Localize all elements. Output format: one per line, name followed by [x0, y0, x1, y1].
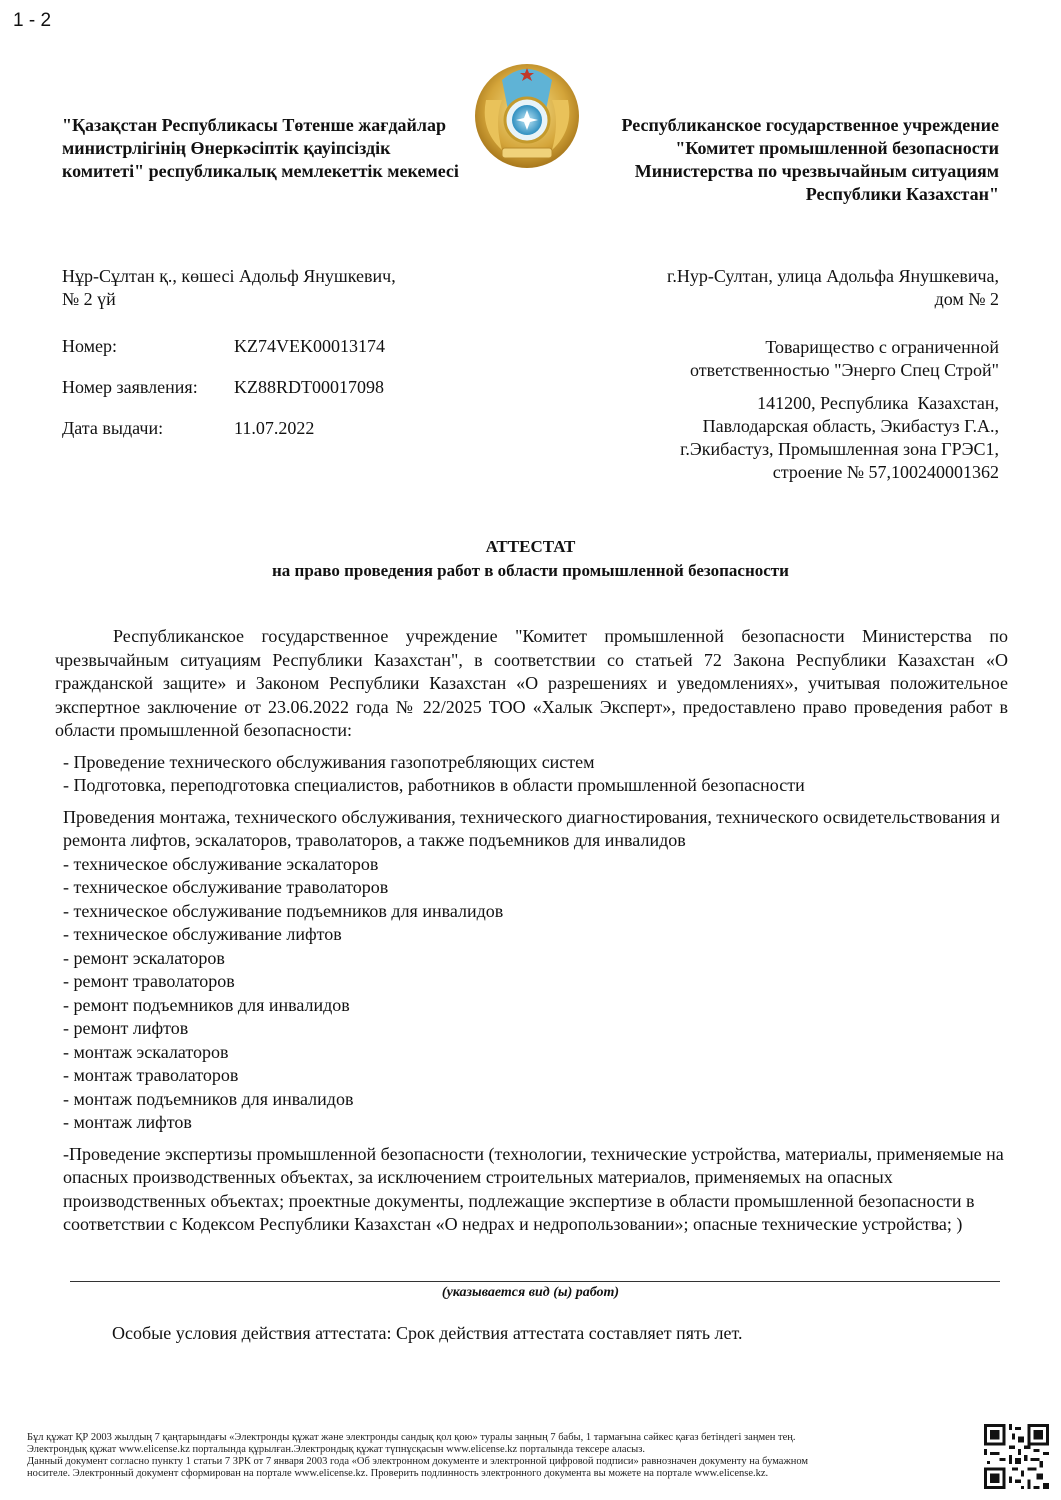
footer-line2: Электрондық құжат www.elicense.kz порталында құрылған.Электрондық құжат түпнұсқасын www.elicense.kz порталында тексере аласыз.	[27, 1444, 645, 1455]
recipient-addr-line2: Павлодарская область, Экибастуз Г.А.,	[702, 416, 999, 436]
application-value: KZ88RDT00017098	[234, 377, 384, 397]
list-item: - монтаж траволаторов	[63, 1065, 239, 1085]
list-item: - монтаж лифтов	[63, 1112, 192, 1132]
title-sub: на право проведения работ в области промышленной безопасности	[272, 561, 789, 580]
divider-line	[70, 1281, 1000, 1282]
meta-application-row	[62, 377, 385, 418]
list-item: - техническое обслуживание эскалаторов	[63, 853, 379, 874]
list-item: - техническое обслуживание лифтов	[63, 924, 342, 944]
work-list-1	[63, 751, 1008, 798]
footer-line1: Бұл құжат ҚР 2003 жылдың 7 қаңтарындағы «Электронды құжат және электронды сандық қол қою» туралы заңның 7 бабы, 1 тармағына сәйкес қағаз бетіндегі заңмен тең.	[27, 1432, 796, 1443]
intro-paragraph: Республиканское государственное учреждение "Комитет промышленной безопасности Министерства по чрезвычайным ситуациям Республики Казахстан", в соответствии со статьей 72 Закона Республики Казахстан «О гражданской защите» и Законом Республики Казахстан «О разрешениях и уведомлениях», учитывая положительное экспертное заключение от 23.06.2022 года № 22/2025 ТОО «Халык Эксперт», предоставлено право проведения работ в области промышленной безопасности:	[55, 626, 1008, 740]
list-item: - Проведение технического обслуживания газопотребляющих систем	[63, 751, 595, 772]
number-value: KZ74VEK00013174	[234, 336, 385, 356]
qr-code-icon	[984, 1424, 1049, 1489]
date-label: Дата выдачи:	[62, 418, 164, 438]
recipient-block	[569, 336, 999, 484]
recipient-addr-line1: 141200, Республика Казахстан,	[757, 393, 999, 413]
section2-heading: Проведения монтажа, технического обслуживания, технического диагностирования, технического освидетельствования и ремонта лифтов, эскалаторов, траволаторов, а также подъемников для инвалидов	[63, 806, 1000, 850]
list-item: - ремонт эскалаторов	[63, 947, 225, 968]
application-label: Номер заявления:	[62, 377, 198, 397]
list-item: - ремонт траволаторов	[63, 971, 235, 991]
document-meta	[62, 336, 385, 459]
list-item: - ремонт подъемников для инвалидов	[63, 994, 350, 1015]
address-kazakh	[62, 265, 482, 311]
state-emblem-icon	[472, 60, 582, 172]
document-title	[0, 535, 1061, 583]
footer-line4: носителе. Электронный документ сформирован на портале www.elicense.kz. Проверить подлинность электронного документа вы можете на портале www.elicense.kz.	[27, 1468, 769, 1479]
address-kazakh-line1: Нұр-Сұлтан қ., көшесі Адольф Янушкевич,	[62, 266, 396, 286]
work-section-3: -Проведение экспертизы промышленной безопасности (технологии, технические устройства, материалы, применяемые на опасных производственных объектах, за исключением строительных материалов, применяемых на опасных производственных объектах; проектные документы, подлежащие экспертизе в области промышленной безопасности в соответствии с Кодексом Республики Казахстан «О недрах и недропользовании»; опасные технические устройства; )	[63, 1143, 1004, 1234]
list-item: - Подготовка, переподготовка специалистов, работников в области промышленной безопасности	[63, 775, 805, 795]
footer-line3: Данный документ согласно пункту 1 статьи 7 ЗРК от 7 января 2003 года «Об электронном документе и электронной цифровой подписи» равнозначен документу на бумажном	[27, 1456, 809, 1467]
address-kazakh-line2: № 2 үй	[62, 289, 116, 309]
date-value: 11.07.2022	[234, 418, 315, 438]
recipient-name-line1: Товарищество с ограниченной	[765, 337, 999, 357]
address-russian-line1: г.Нур-Султан, улица Адольфа Янушкевича,	[667, 266, 999, 286]
work-section-2	[63, 806, 1008, 1135]
recipient-name-line2: ответственностью "Энерго Спец Строй"	[690, 360, 999, 380]
list-item: - ремонт лифтов	[63, 1018, 189, 1038]
recipient-addr-line4: строение № 57,100240001362	[772, 462, 999, 482]
work-types-caption: (указывается вид (ы) работ)	[441, 1285, 620, 1300]
address-russian-line2: дом № 2	[934, 289, 999, 309]
footer-legal-notice	[27, 1432, 977, 1480]
header-org-russian: Республиканское государственное учреждение "Комитет промышленной безопасности Министерства по чрезвычайным ситуациям Республики Казахстан"	[621, 115, 999, 204]
list-item: - техническое обслуживание подъемников для инвалидов	[63, 900, 504, 921]
special-conditions: Особые условия действия аттестата: Срок действия аттестата составляет пять лет.	[112, 1323, 743, 1343]
list-item: - техническое обслуживание траволаторов	[63, 877, 389, 897]
document-body	[55, 625, 1008, 1237]
header-org-kazakh: "Қазақстан Республикасы Төтенше жағдайлар министрлігінің Өнеркәсіптік қауіпсіздік комитеті" республикалық мемлекеттік мекемесі	[62, 115, 459, 181]
page-number: 1 - 2	[13, 10, 52, 31]
recipient-addr-line3: г.Экибастуз, Промышленная зона ГРЭС1,	[680, 439, 999, 459]
recipient-address	[569, 392, 999, 484]
title-main: АТТЕСТАТ	[485, 537, 576, 556]
meta-date-row	[62, 418, 385, 459]
number-label: Номер:	[62, 336, 118, 356]
meta-number-row	[62, 336, 385, 377]
list-item: - монтаж подъемников для инвалидов	[63, 1088, 354, 1109]
list-item: - монтаж эскалаторов	[63, 1041, 229, 1062]
address-russian	[579, 265, 999, 311]
